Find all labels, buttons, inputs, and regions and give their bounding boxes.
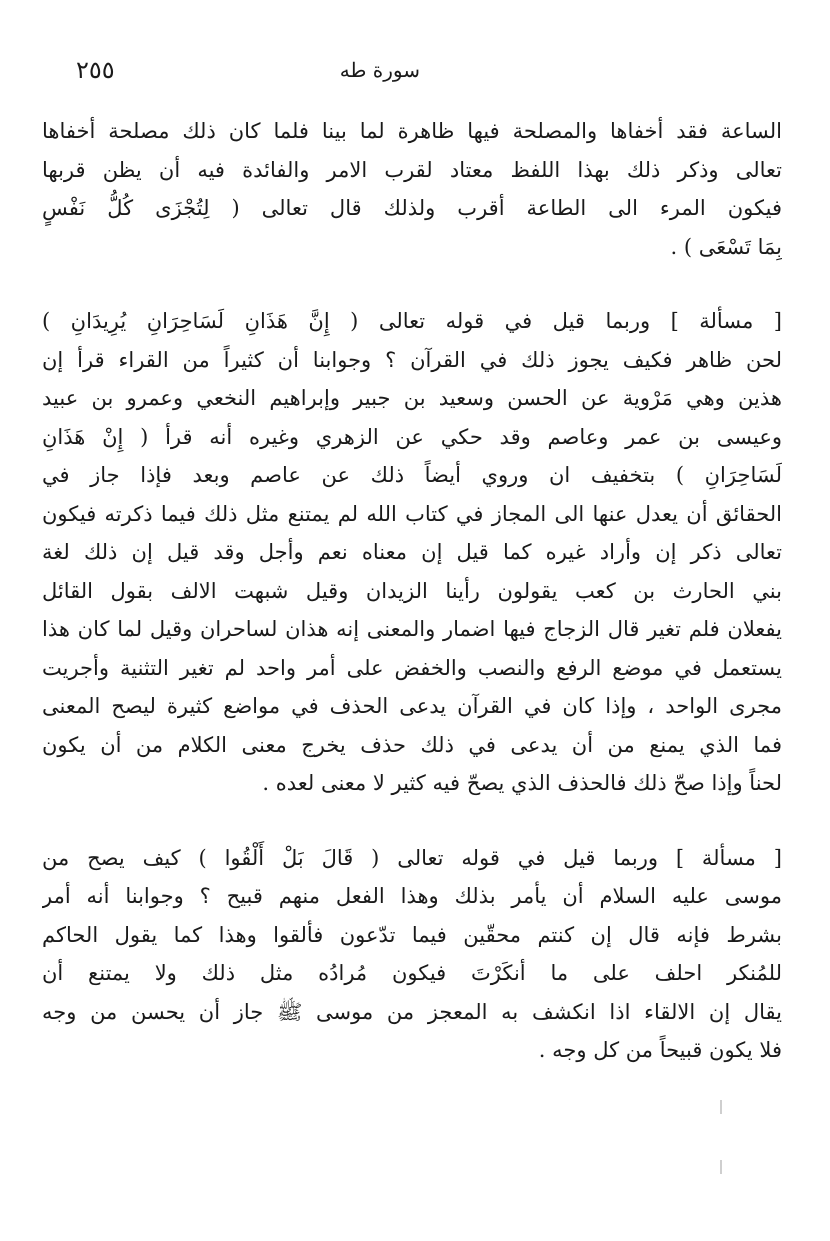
text-line: وعيسى بن عمر وعاصم وقد حكي عن الزهري وغيره أنه قرأ ( إِنْ هَذَانِ (42, 424, 782, 449)
paragraph-gap (42, 803, 782, 839)
text-line: يستعمل في موضع الرفع والنصب والخفض على أمر واحد لم تغير التثنية وأجريت (42, 655, 782, 680)
paragraph-3 (42, 839, 782, 1070)
text-line: تعالى ذكر إن وأراد غيره كما قيل إن معناه نعم وأجل وقد قيل إن ذلك لغة (42, 540, 782, 564)
text-line: للمُنكر احلف على ما أنكَرْتَ فيكون مُرادُه مثل ذلك ولا يمتنع أن (42, 961, 782, 985)
text-line: يقال إن الالقاء اذا انكشف به المعجز من موسى ﷺ جاز أن يحسن من وجه (42, 999, 782, 1024)
text-line: الحقائق أن يعدل عنها الى المجاز في كتاب الله لم يمتنع مثل ذلك فيما ذكرته فيكون (42, 501, 782, 526)
text-line: لَسَاحِرَانِ ) بتخفيف ان وروي أيضاً ذلك عن عاصم وبعد فإذا جاز في (42, 463, 782, 487)
text-line: بِمَا تَسْعَى ) . (670, 234, 782, 259)
scan-mark (720, 1160, 722, 1174)
page-body (42, 112, 782, 1070)
page-header (70, 56, 760, 92)
text-line: مجرى الواحد ، وإذا كان في القرآن يدعى الحذف في مواضع كثيرة ليصح المعنى (42, 694, 782, 718)
paragraph-gap (42, 266, 782, 302)
text-line: موسى عليه السلام أن يأمر بذلك وهذا الفعل منهم قبيح ؟ وجوابنا أنه أمر (42, 884, 782, 908)
text-line: لحناً وإذا صحّ ذلك فالحذف الذي يصحّ فيه كثير لا معنى لعده . (262, 771, 782, 795)
text-line: بني الحارث بن كعب يقولون رأينا الزيدان وقيل شبهت الالف بقول القائل (42, 578, 782, 603)
text-line: فما الذي يمنع من أن يدعى في ذلك حذف يخرج معنى الكلام من أن يكون (42, 732, 782, 757)
text-line: الساعة فقد أخفاها والمصلحة فيها ظاهرة لما بينا فلما كان ذلك مصلحة أخفاها (42, 119, 782, 143)
paragraph-1 (42, 112, 782, 266)
text-line: [ مسألة ] وربما قيل في قوله تعالى ( قَالَ بَلْ أَلْقُوا ) كيف يصح من (42, 845, 782, 870)
text-line: لحن ظاهر فكيف يجوز ذلك في القرآن ؟ وجوابنا أن كثيراً من القراء قرأ إن (42, 347, 782, 372)
page-number: ٢٥٥ (76, 56, 115, 84)
scan-mark (720, 1100, 722, 1114)
text-line: بشرط فإنه قال إن كنتم محقّين فيما تدّعون فألقوا وهذا كما يقول الحاكم (42, 922, 782, 947)
text-line: [ مسألة ] وربما قيل في قوله تعالى ( إِنَّ هَذَانِ لَسَاحِرَانِ يُرِيدَانِ ) (42, 309, 782, 333)
text-line: فيكون المرء الى الطاعة أقرب ولذلك قال تعالى ( لِتُجْزَى كُلُّ نَفْسٍ (42, 196, 782, 220)
paragraph-2 (42, 302, 782, 803)
sura-title: سورة طه (339, 58, 420, 82)
text-line: فلا يكون قبيحاً من كل وجه . (538, 1038, 782, 1062)
text-line: يفعلان فلم تغير قال الزجاج فيها اضمار والمعنى إنه هذان لساحران وقيل لما كان هذا (42, 617, 782, 641)
text-line: هذين وهي مَرْوية عن الحسن وسعيد بن جبير وإبراهيم النخعي وعمرو بن عبيد (42, 386, 782, 410)
text-line: تعالى وذكر ذلك بهذا اللفظ معتاد لقرب الامر والفائدة فيه أن يظن قربها (42, 157, 782, 182)
